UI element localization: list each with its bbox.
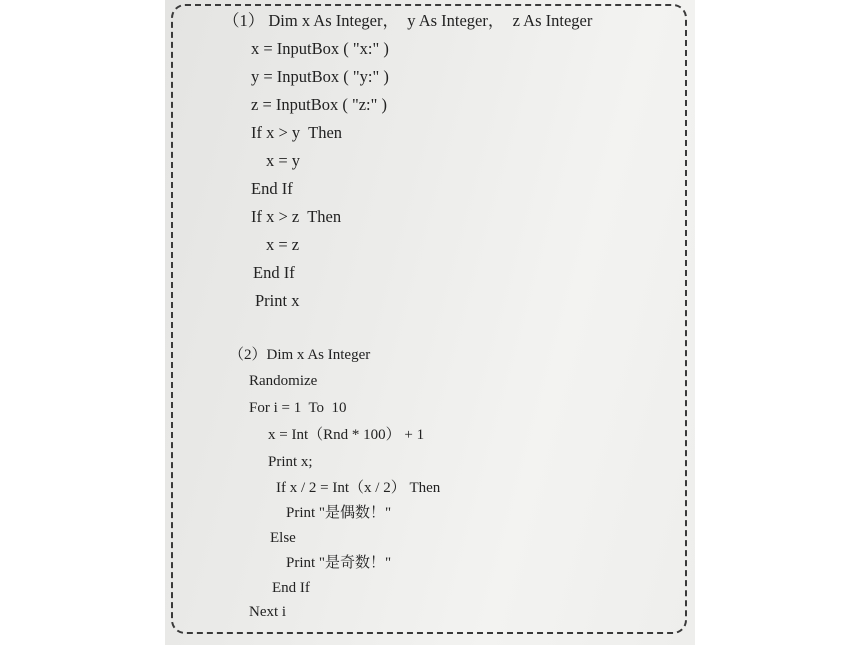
code-line-if-x-gt-y: If x > y Then [251, 123, 343, 142]
code-line-next-i: Next i [249, 604, 287, 620]
code-line-input-x: x = InputBox ( "x:" ) [251, 39, 389, 58]
code-line-input-z: z = InputBox ( "z:" ) [251, 95, 387, 114]
code-line-randomize: Randomize [249, 373, 318, 389]
code-line-assign-x-y: x = y [266, 151, 301, 170]
dashed-code-frame [171, 4, 687, 634]
code-line-print-even: Print "是偶数！" [286, 505, 392, 521]
code-line-print-odd: Print "是奇数！" [286, 555, 392, 571]
code-line-end-if-2: End If [253, 263, 295, 282]
code-line-for-loop: For i = 1 To 10 [249, 400, 347, 416]
code-line-if-even: If x / 2 = Int（x / 2） Then [276, 480, 441, 496]
code-line-dim-xyz: （1） Dim x As Integer， y As Integer， z As Integer [223, 11, 593, 30]
code-line-print-x-semi: Print x; [268, 454, 313, 470]
code-line-assign-rnd: x = Int（Rnd * 100） + 1 [268, 427, 425, 443]
code-line-dim-x: （2）Dim x As Integer [229, 347, 371, 363]
code-line-print-x: Print x [255, 291, 300, 310]
code-line-else: Else [270, 530, 296, 546]
code-line-if-x-gt-z: If x > z Then [251, 207, 342, 226]
code-line-input-y: y = InputBox ( "y:" ) [251, 67, 389, 86]
code-line-assign-x-z: x = z [266, 235, 300, 254]
code-line-end-if-1: End If [251, 179, 293, 198]
code-line-end-if-3: End If [272, 580, 310, 596]
textbook-page-photo [165, 0, 695, 645]
